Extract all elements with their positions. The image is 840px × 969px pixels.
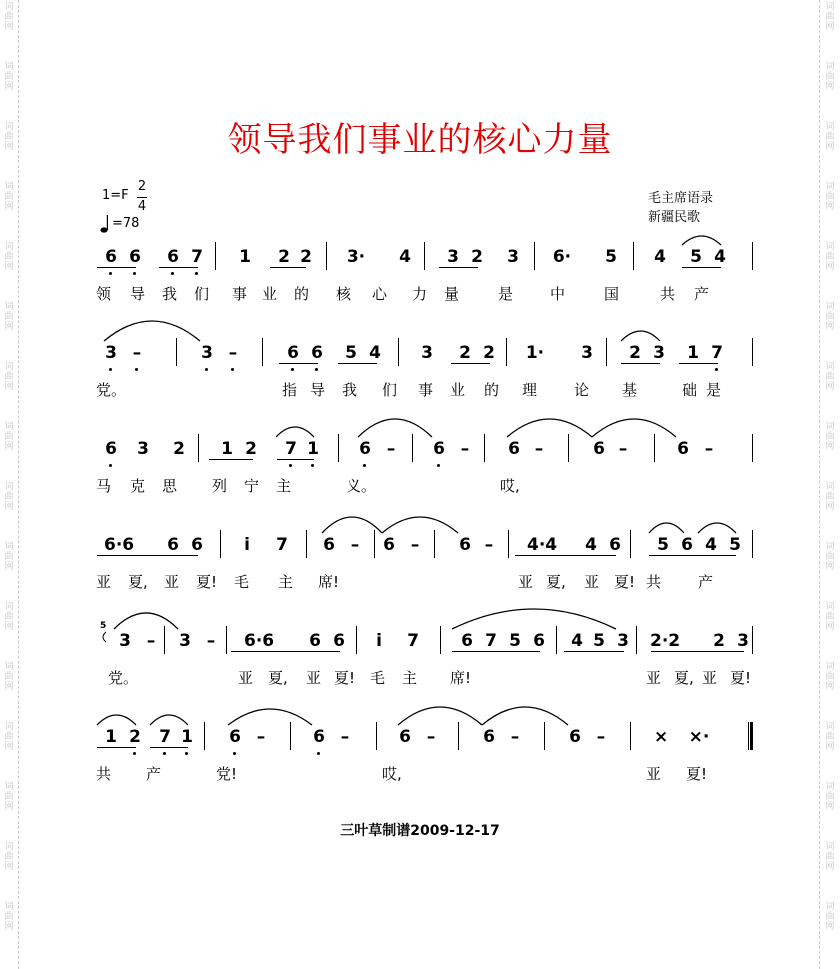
watermark-text: 词 曲 网 bbox=[4, 902, 14, 932]
lyric: 力 bbox=[412, 285, 428, 303]
lyric: 产 bbox=[146, 765, 162, 783]
note: 7 bbox=[285, 439, 297, 459]
note: 1· bbox=[525, 343, 545, 363]
watermark-text: 词 曲 网 bbox=[4, 302, 14, 332]
lyric: 业 bbox=[450, 381, 466, 399]
lyric: 党。 bbox=[108, 669, 139, 687]
slur bbox=[150, 715, 188, 725]
lyric: 亚 bbox=[96, 573, 112, 591]
watermark-text: 词 曲 网 bbox=[4, 2, 14, 32]
lyric: 我 bbox=[162, 285, 178, 303]
lyric: 夏, bbox=[546, 573, 566, 591]
watermark-text: 词 曲 网 bbox=[825, 422, 835, 452]
time-signature-denominator: 4 bbox=[137, 199, 147, 214]
slur bbox=[322, 517, 382, 533]
lyric: 主 bbox=[276, 477, 292, 495]
watermark-text: 词 曲 网 bbox=[4, 362, 14, 392]
note: 6 bbox=[229, 727, 241, 747]
note: 7 bbox=[159, 727, 171, 747]
slur bbox=[228, 709, 312, 725]
note: 3 bbox=[653, 343, 665, 363]
watermark-text: 词 曲 网 bbox=[825, 842, 835, 872]
note: – bbox=[534, 439, 544, 459]
lyric: 夏, bbox=[674, 669, 694, 687]
lyric: 亚 bbox=[646, 765, 662, 783]
lyric: 党。 bbox=[96, 381, 127, 399]
note: 6 bbox=[129, 247, 141, 267]
note: 2 bbox=[471, 247, 483, 267]
lyric: 们 bbox=[382, 381, 398, 399]
note: 3 bbox=[105, 343, 117, 363]
note: 6 bbox=[483, 727, 495, 747]
note: 2 bbox=[245, 439, 257, 459]
lyric: 中 bbox=[550, 285, 566, 303]
note: 7 bbox=[191, 247, 203, 267]
note: 6 bbox=[309, 631, 321, 651]
lyric: 是 bbox=[706, 381, 722, 399]
watermark-text: 词 曲 网 bbox=[4, 662, 14, 692]
lyric: 业 bbox=[262, 285, 278, 303]
note: 7 bbox=[711, 343, 723, 363]
lyric: 亚 bbox=[164, 573, 180, 591]
watermark-text: 词 曲 网 bbox=[825, 542, 835, 572]
lyric: 亚 bbox=[238, 669, 254, 687]
note: 4 bbox=[399, 247, 411, 267]
note: 6 bbox=[609, 535, 621, 555]
watermark-text: 词 曲 网 bbox=[4, 242, 14, 272]
note: 7 bbox=[485, 631, 497, 651]
note: 6 bbox=[399, 727, 411, 747]
lyric: 导 bbox=[130, 285, 146, 303]
note: 6 bbox=[533, 631, 545, 651]
note: – bbox=[510, 727, 520, 747]
watermark-text: 词 曲 网 bbox=[825, 362, 835, 392]
note: 6 bbox=[313, 727, 325, 747]
note: 3 bbox=[581, 343, 593, 363]
lyric: 席! bbox=[450, 669, 472, 687]
note: 5 bbox=[593, 631, 605, 651]
note: 3 bbox=[179, 631, 191, 651]
lyric: 毛 bbox=[370, 669, 386, 687]
watermark-text: 词 曲 网 bbox=[4, 182, 14, 212]
slur bbox=[276, 427, 314, 437]
lyric: 的 bbox=[294, 285, 310, 303]
lyric: 国 bbox=[604, 285, 620, 303]
note: 7 bbox=[407, 631, 419, 651]
lyric: 哎, bbox=[500, 477, 520, 495]
note: 2 bbox=[129, 727, 141, 747]
song-title: 领导我们事业的核心力量 bbox=[227, 120, 613, 160]
note: 2 bbox=[459, 343, 471, 363]
note: 2 bbox=[629, 343, 641, 363]
note: 3 bbox=[507, 247, 519, 267]
slur bbox=[698, 523, 736, 533]
grace-note-slur bbox=[103, 632, 106, 642]
note: 3· bbox=[346, 247, 366, 267]
lyric: 量 bbox=[444, 285, 460, 303]
lyric: 克 bbox=[130, 477, 146, 495]
slur bbox=[682, 236, 721, 245]
lyric: 夏! bbox=[730, 669, 752, 687]
note: – bbox=[256, 727, 266, 747]
lyric: 我 bbox=[342, 381, 358, 399]
note: 6 bbox=[461, 631, 473, 651]
lyric: 义。 bbox=[346, 477, 377, 495]
lyric: 心 bbox=[372, 285, 388, 303]
watermark-text: 词 曲 网 bbox=[825, 902, 835, 932]
note: – bbox=[484, 535, 494, 555]
note: 5 bbox=[690, 247, 702, 267]
watermark-text: 词 曲 网 bbox=[4, 62, 14, 92]
watermark-text: 词 曲 网 bbox=[825, 482, 835, 512]
note: 6 bbox=[677, 439, 689, 459]
note: – bbox=[350, 535, 360, 555]
note: 6 bbox=[569, 727, 581, 747]
lyric: 共 bbox=[646, 573, 662, 591]
note: – bbox=[460, 439, 470, 459]
note: 2·2 bbox=[650, 631, 681, 651]
watermark-text: 词 曲 网 bbox=[4, 122, 14, 152]
note: 6·6 bbox=[104, 535, 135, 555]
lyric: 夏, bbox=[268, 669, 288, 687]
note: – bbox=[386, 439, 396, 459]
slur bbox=[382, 517, 458, 533]
note: 6 bbox=[333, 631, 345, 651]
lyric: 的 bbox=[484, 381, 500, 399]
lyric: 夏! bbox=[196, 573, 218, 591]
lyric: 哎, bbox=[382, 765, 402, 783]
note: – bbox=[206, 631, 216, 651]
lyric: 亚 bbox=[646, 669, 662, 687]
watermark-text: 词 曲 网 bbox=[4, 602, 14, 632]
watermark-text: 词 曲 网 bbox=[4, 842, 14, 872]
note: – bbox=[228, 343, 238, 363]
note: 6 bbox=[287, 343, 299, 363]
note: i bbox=[244, 535, 250, 555]
note: 3 bbox=[617, 631, 629, 651]
note: 2 bbox=[300, 247, 312, 267]
note: ×· bbox=[688, 727, 710, 747]
watermark-text: 词 曲 网 bbox=[825, 242, 835, 272]
lyric: 指 bbox=[282, 381, 298, 399]
note: – bbox=[340, 727, 350, 747]
lyric: 思 bbox=[162, 477, 178, 495]
note: 5 bbox=[345, 343, 357, 363]
lyric: 夏! bbox=[334, 669, 356, 687]
lyric: 亚 bbox=[584, 573, 600, 591]
note: 2 bbox=[173, 439, 185, 459]
lyric: 亚 bbox=[306, 669, 322, 687]
note: 3 bbox=[421, 343, 433, 363]
lyric: 党! bbox=[216, 765, 238, 783]
grace-note: 5 bbox=[100, 621, 107, 631]
lyric: 事 bbox=[418, 381, 434, 399]
note: 1 bbox=[181, 727, 193, 747]
note: 1 bbox=[105, 727, 117, 747]
note: 3 bbox=[737, 631, 749, 651]
time-signature-numerator: 2 bbox=[137, 179, 147, 194]
note: 2 bbox=[713, 631, 725, 651]
slur bbox=[482, 707, 568, 725]
lyrics-source: 毛主席语录 bbox=[648, 191, 714, 206]
note: 4 bbox=[571, 631, 583, 651]
lyric: 夏! bbox=[686, 765, 708, 783]
note: 4 bbox=[714, 247, 726, 267]
lyric: 论 bbox=[574, 381, 590, 399]
lyric: 导 bbox=[310, 381, 326, 399]
lyric: 毛 bbox=[234, 573, 250, 591]
note: 6 bbox=[105, 247, 117, 267]
slur bbox=[104, 321, 200, 341]
watermark-text: 词 曲 网 bbox=[825, 182, 835, 212]
note: 3 bbox=[119, 631, 131, 651]
note: 5 bbox=[729, 535, 741, 555]
note: – bbox=[596, 727, 606, 747]
lyric: 席! bbox=[318, 573, 340, 591]
note: 3 bbox=[137, 439, 149, 459]
slur bbox=[97, 715, 136, 725]
lyric: 是 bbox=[498, 285, 514, 303]
lyric: 亚 bbox=[702, 669, 718, 687]
watermark-text: 词 曲 网 bbox=[825, 602, 835, 632]
lyric: 列 bbox=[212, 477, 228, 495]
lyric: 共 bbox=[96, 765, 112, 783]
watermark-text: 词 曲 网 bbox=[825, 122, 835, 152]
lyric: 亚 bbox=[518, 573, 534, 591]
note: 6 bbox=[459, 535, 471, 555]
credit: 三叶草制谱2009-12-17 bbox=[340, 823, 500, 839]
slur bbox=[452, 609, 616, 629]
watermark-text: 词 曲 网 bbox=[4, 422, 14, 452]
note: 6 bbox=[508, 439, 520, 459]
note: 6 bbox=[191, 535, 203, 555]
note: – bbox=[618, 439, 628, 459]
lyric: 产 bbox=[694, 285, 710, 303]
note: 5 bbox=[605, 247, 617, 267]
note: i bbox=[376, 631, 382, 651]
note: 2 bbox=[278, 247, 290, 267]
note: 7 bbox=[276, 535, 288, 555]
note: – bbox=[704, 439, 714, 459]
lyric: 夏, bbox=[128, 573, 148, 591]
note: 1 bbox=[307, 439, 319, 459]
note: 6 bbox=[105, 439, 117, 459]
note: – bbox=[146, 631, 156, 651]
note: 1 bbox=[239, 247, 251, 267]
lyric: 核 bbox=[336, 285, 352, 303]
note: – bbox=[132, 343, 142, 363]
note: 6 bbox=[383, 535, 395, 555]
note: 3 bbox=[447, 247, 459, 267]
lyric: 主 bbox=[278, 573, 294, 591]
note: 6 bbox=[433, 439, 445, 459]
note: 6 bbox=[167, 247, 179, 267]
note: 4 bbox=[369, 343, 381, 363]
watermark-text: 词 曲 网 bbox=[4, 542, 14, 572]
watermark-text: 词 曲 网 bbox=[825, 722, 835, 752]
song-genre: 新疆民歌 bbox=[648, 210, 701, 225]
key-signature: 1=F bbox=[102, 188, 129, 203]
note: 3 bbox=[201, 343, 213, 363]
slur bbox=[649, 523, 684, 533]
note: 5 bbox=[509, 631, 521, 651]
watermark-text: 词 曲 网 bbox=[825, 662, 835, 692]
note: 6 bbox=[359, 439, 371, 459]
note: 6·6 bbox=[244, 631, 275, 651]
note: 1 bbox=[687, 343, 699, 363]
slur bbox=[621, 331, 660, 341]
lyric: 事 bbox=[232, 285, 248, 303]
note: 1 bbox=[221, 439, 233, 459]
note: 2 bbox=[483, 343, 495, 363]
lyric: 基 bbox=[622, 381, 638, 399]
note: 6 bbox=[311, 343, 323, 363]
lyric: 主 bbox=[402, 669, 418, 687]
note: 4 bbox=[705, 535, 717, 555]
watermark-text: 词 曲 网 bbox=[825, 62, 835, 92]
slur bbox=[507, 419, 592, 437]
watermark-text: 词 曲 网 bbox=[825, 2, 835, 32]
lyric: 夏! bbox=[614, 573, 636, 591]
note: 6· bbox=[552, 247, 572, 267]
slur bbox=[114, 613, 178, 629]
note: 4 bbox=[654, 247, 666, 267]
note: 6 bbox=[593, 439, 605, 459]
note: 6 bbox=[167, 535, 179, 555]
tempo: =78 bbox=[112, 216, 140, 231]
note: 6 bbox=[681, 535, 693, 555]
note: 4 bbox=[585, 535, 597, 555]
lyric: 产 bbox=[698, 573, 714, 591]
note: 4·4 bbox=[527, 535, 558, 555]
watermark-text: 词 曲 网 bbox=[825, 302, 835, 332]
slur bbox=[358, 419, 432, 437]
watermark-text: 词 曲 网 bbox=[4, 722, 14, 752]
watermark-text: 词 曲 网 bbox=[4, 482, 14, 512]
slur bbox=[398, 707, 482, 725]
note: 6 bbox=[323, 535, 335, 555]
note: – bbox=[426, 727, 436, 747]
watermark-text: 词 曲 网 bbox=[825, 782, 835, 812]
lyric: 马 bbox=[96, 477, 112, 495]
lyric: 共 bbox=[660, 285, 676, 303]
note: 5 bbox=[657, 535, 669, 555]
note: – bbox=[410, 535, 420, 555]
lyric: 础 bbox=[682, 381, 698, 399]
watermark-text: 词 曲 网 bbox=[4, 782, 14, 812]
note: × bbox=[654, 727, 669, 747]
lyric: 们 bbox=[194, 285, 210, 303]
lyric: 宁 bbox=[244, 477, 260, 495]
slur bbox=[592, 419, 676, 437]
lyric: 理 bbox=[522, 381, 538, 399]
lyric: 领 bbox=[96, 285, 112, 303]
